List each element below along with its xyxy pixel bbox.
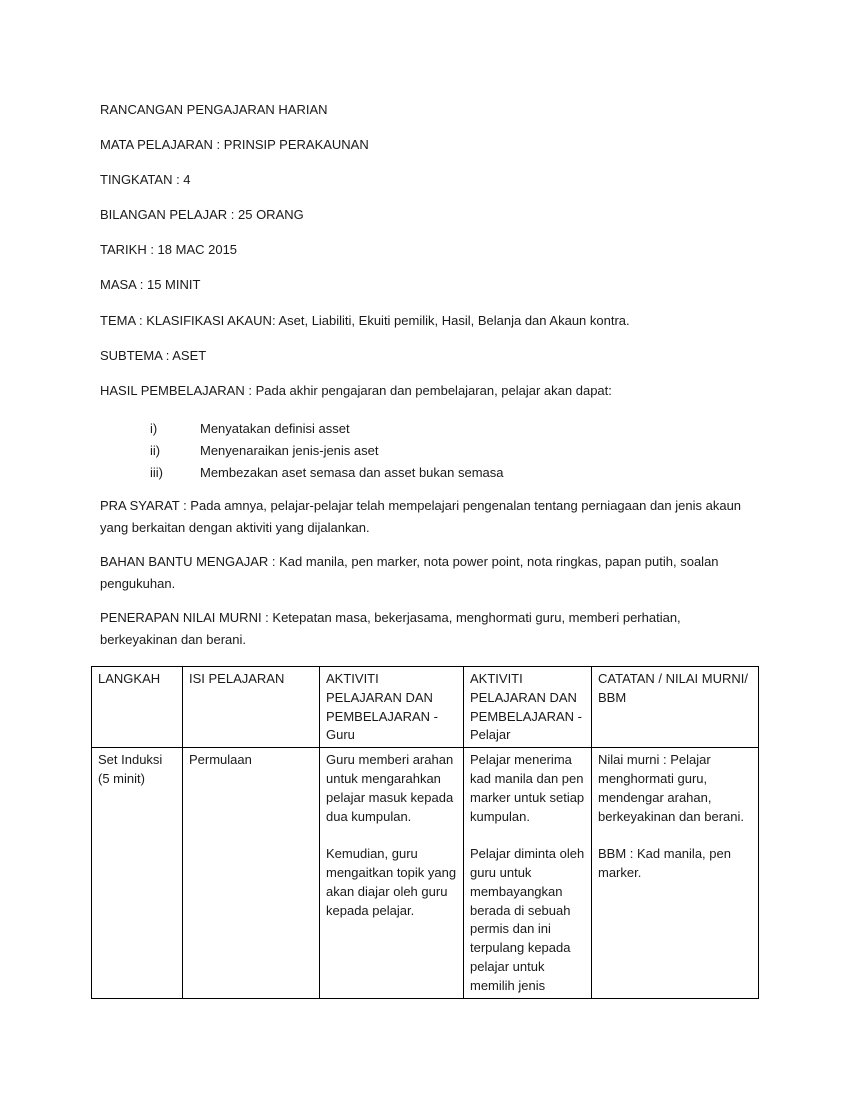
cell-aktiviti-pelajar xyxy=(464,748,592,998)
list-item-number: ii) xyxy=(150,443,161,458)
cell-aktiviti-guru xyxy=(320,748,464,998)
catatan-bbm: BBM : Kad manila, pen marker. xyxy=(598,846,731,880)
list-item-text: Menyenaraikan jenis-jenis aset xyxy=(200,443,379,458)
pra-syarat-paragraph: PRA SYARAT : Pada amnya, pelajar-pelajar telah mempelajari pengenalan tentang perniagaan dan jenis akaun yang berkaitan dengan aktiviti yang dijalankan. xyxy=(100,498,742,535)
guru-activity-1: Guru memberi arahan untuk mengarahkan pelajar masuk kepada dua kumpulan. xyxy=(326,752,454,824)
header-aktiviti-pelajar: AKTIVITI PELAJARAN DAN PEMBELAJARAN - Pelajar xyxy=(464,667,592,748)
header-langkah: LANGKAH xyxy=(92,667,183,748)
pelajar-activity-2: Pelajar diminta oleh guru untuk membayangkan berada di sebuah permis dan ini terpulang kepada pelajar untuk memilih jenis xyxy=(470,846,585,993)
list-item-number: i) xyxy=(150,421,158,436)
tingkatan-line: TINGKATAN : 4 xyxy=(100,172,191,187)
doc-title: RANCANGAN PENGAJARAN HARIAN xyxy=(100,102,328,117)
list-item-text: Menyatakan definisi asset xyxy=(200,421,350,436)
header-isi-pelajaran: ISI PELAJARAN xyxy=(183,667,320,748)
list-item-number: iii) xyxy=(150,465,163,480)
bilangan-pelajar-line: BILANGAN PELAJAR : 25 ORANG xyxy=(100,207,304,222)
hasil-pembelajaran-line: HASIL PEMBELAJARAN : Pada akhir pengajaran dan pembelajaran, pelajar akan dapat: xyxy=(100,383,612,398)
lesson-plan-table xyxy=(91,666,759,999)
tarikh-line: TARIKH : 18 MAC 2015 xyxy=(100,242,238,257)
guru-activity-2: Kemudian, guru mengaitkan topik yang akan diajar oleh guru kepada pelajar. xyxy=(326,846,457,918)
header-catatan: CATATAN / NILAI MURNI/ BBM xyxy=(592,667,759,748)
nilai-murni-paragraph: PENERAPAN NILAI MURNI : Ketepatan masa, bekerjasama, menghormati guru, memberi perhatian, berkeyakinan dan berani. xyxy=(100,610,681,647)
subtema-line: SUBTEMA : ASET xyxy=(100,348,207,363)
spacer xyxy=(470,826,585,845)
spacer xyxy=(598,826,752,845)
list-item xyxy=(150,418,504,440)
objectives-list xyxy=(150,418,504,484)
list-item-text: Membezakan aset semasa dan asset bukan semasa xyxy=(200,465,504,480)
cell-catatan xyxy=(592,748,759,998)
spacer xyxy=(326,826,457,845)
table-row xyxy=(92,748,759,998)
bahan-bantu-paragraph: BAHAN BANTU MENGAJAR : Kad manila, pen marker, nota power point, nota ringkas, papan putih, soalan pengukuhan. xyxy=(100,554,719,591)
mata-pelajaran-line: MATA PELAJARAN : PRINSIP PERAKAUNAN xyxy=(100,137,369,152)
list-item xyxy=(150,440,504,462)
pelajar-activity-1: Pelajar menerima kad manila dan pen marker untuk setiap kumpulan. xyxy=(470,752,585,824)
masa-line: MASA : 15 MINIT xyxy=(100,277,201,292)
cell-langkah: Set Induksi (5 minit) xyxy=(92,748,183,998)
list-item xyxy=(150,462,504,484)
table-header-row xyxy=(92,667,759,748)
tema-line: TEMA : KLASIFIKASI AKAUN: Aset, Liabiliti, Ekuiti pemilik, Hasil, Belanja dan Akaun kontra. xyxy=(100,313,630,328)
cell-isi-pelajaran: Permulaan xyxy=(183,748,320,998)
header-aktiviti-guru: AKTIVITI PELAJARAN DAN PEMBELAJARAN - Guru xyxy=(320,667,464,748)
catatan-nilai-murni: Nilai murni : Pelajar menghormati guru, mendengar arahan, berkeyakinan dan berani. xyxy=(598,752,744,824)
